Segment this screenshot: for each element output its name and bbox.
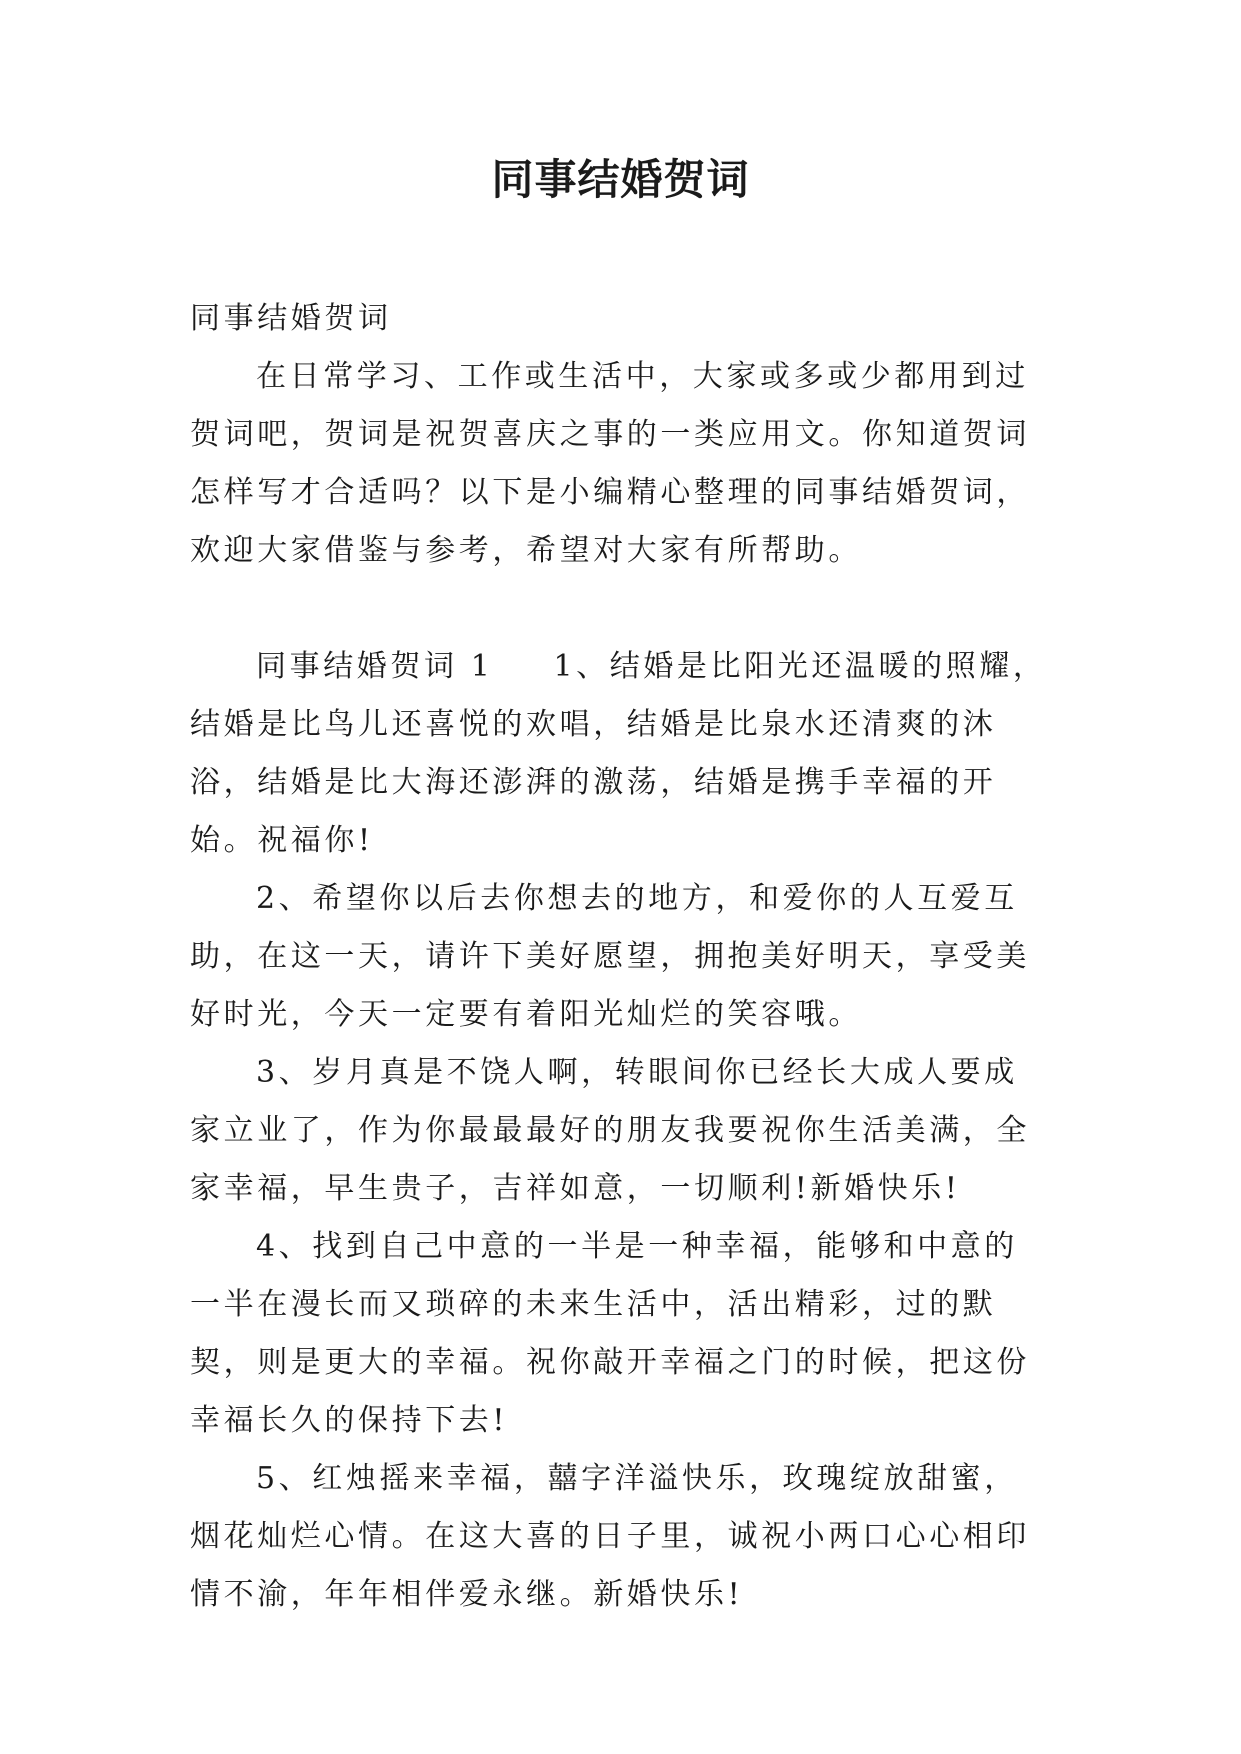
section-paragraph-1 (190, 638, 1050, 870)
document-subtitle: 同事结婚贺词 (190, 301, 392, 336)
document-title: 同事结婚贺词 (491, 155, 750, 204)
document-body (190, 290, 1050, 1624)
wish-item-1: 1、结婚是比阳光还温暖的照耀，结婚是比鸟儿还喜悦的欢唱，结婚是比泉水还清爽的沐浴，结婚是比大海还澎湃的激荡，结婚是携手幸福的开始。祝福你! (190, 649, 1047, 858)
section-heading: 同事结婚贺词 1 (256, 649, 494, 684)
wish-item-3: 3、岁月真是不饶人啊，转眼间你已经长大成人要成家立业了，作为你最最最好的朋友我要祝你生活美满，全家幸福，早生贵子，吉祥如意，一切顺利!新婚快乐! (190, 1055, 1030, 1206)
intro-paragraph: 在日常学习、工作或生活中，大家或多或少都用到过贺词吧，贺词是祝贺喜庆之事的一类应用文。你知道贺词怎样写才合适吗？以下是小编精心整理的同事结婚贺词，欢迎大家借鉴与参考，希望对大家有所帮助。 (190, 359, 1030, 568)
wish-item-4: 4、找到自己中意的一半是一种幸福，能够和中意的一半在漫长而又琐碎的未来生活中，活出精彩，过的默契，则是更大的幸福。祝你敲开幸福之门的时候，把这份幸福长久的保持下去! (190, 1229, 1030, 1438)
wish-item-2: 2、希望你以后去你想去的地方，和爱你的人互爱互助，在这一天，请许下美好愿望，拥抱美好明天，享受美好时光，今天一定要有着阳光灿烂的笑容哦。 (190, 881, 1030, 1032)
paragraph-gap (190, 580, 1050, 638)
wish-item-5: 5、红烛摇来幸福，囍字洋溢快乐，玫瑰绽放甜蜜，烟花灿烂心情。在这大喜的日子里，诚祝小两口心心相印情不渝，年年相伴爱永继。新婚快乐! (190, 1461, 1030, 1612)
